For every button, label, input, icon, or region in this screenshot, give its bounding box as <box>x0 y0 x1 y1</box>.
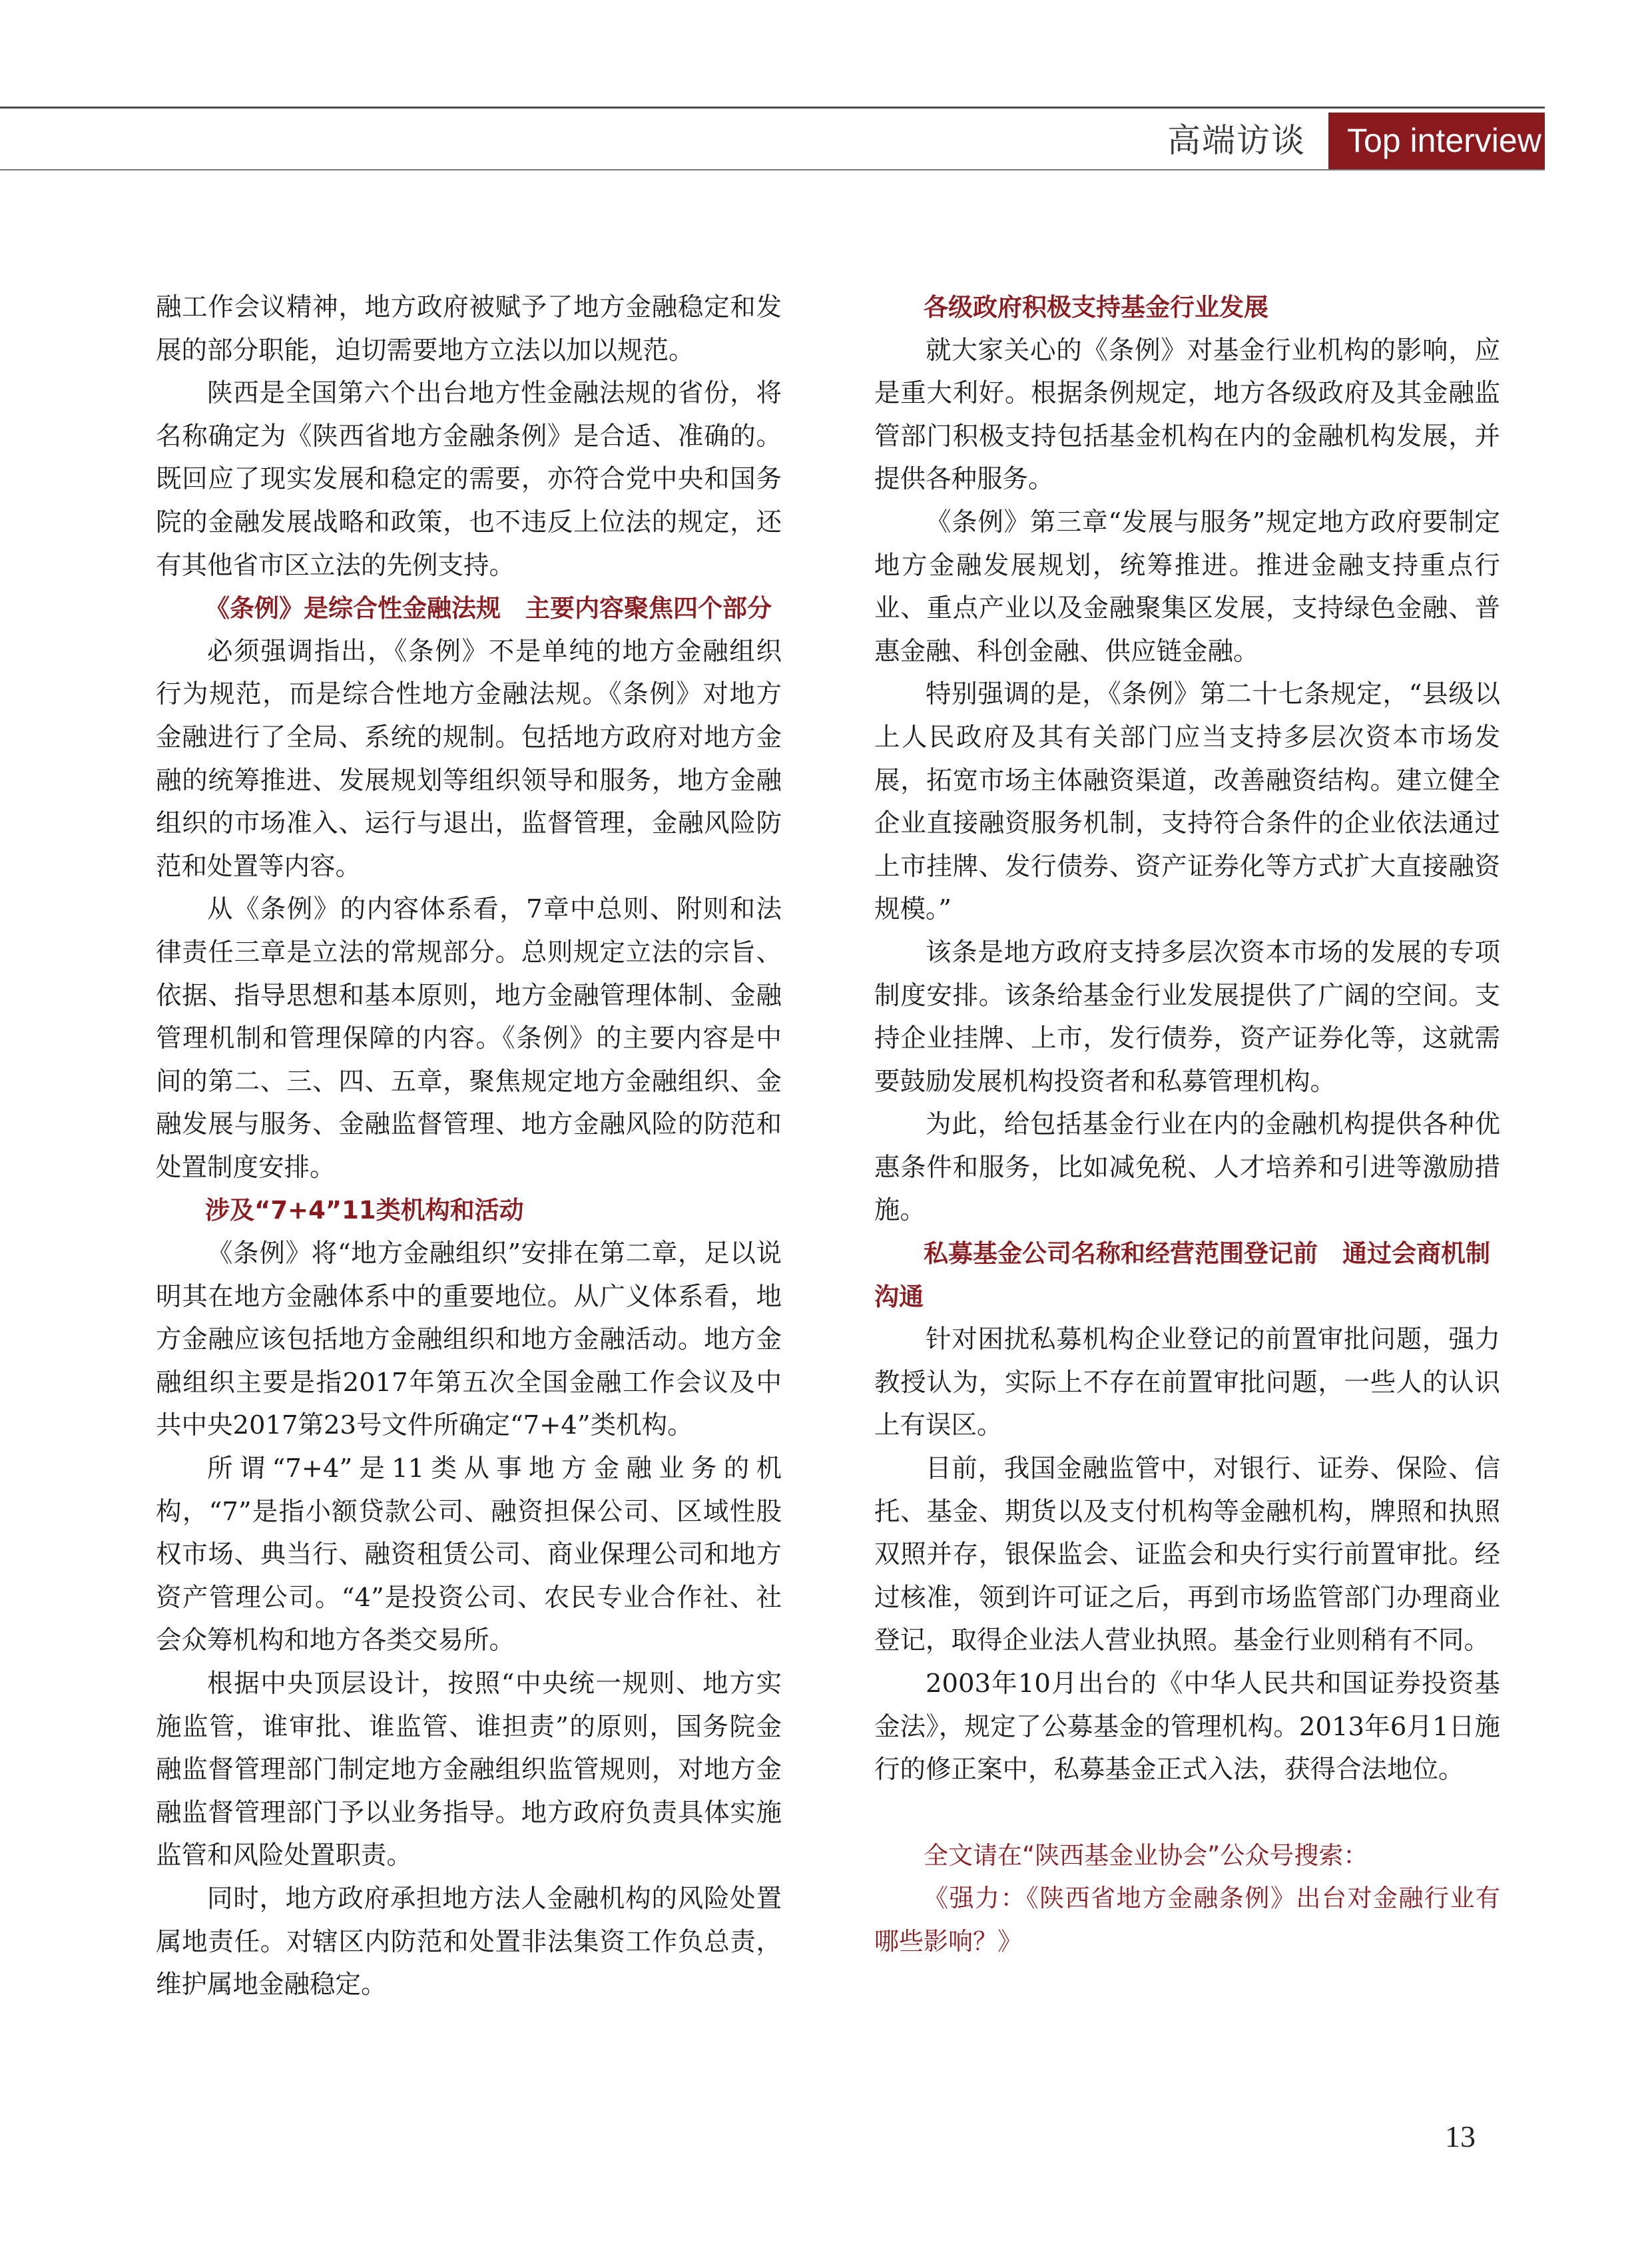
paragraph: 就大家关心的《条例》对基金行业机构的影响，应是重大利好。根据条例规定，地方各级政府及其金融监管部门积极支持包括基金机构在内的金融机构发展，并提供各种服务。 <box>874 335 1500 495</box>
search-note: 全文请在“陕西基金业协会”公众号搜索： <box>924 1840 1368 1870</box>
right-column <box>874 286 1500 1964</box>
left-column <box>156 286 782 2007</box>
page-number: 13 <box>1445 2119 1476 2153</box>
header-bottom-rule <box>0 169 1545 170</box>
paragraph: 根据中央顶层设计，按照“中央统一规则、地方实施监管，谁审批、谁监管、谁担责”的原则，国务院金融监督管理部门制定地方金融组织监管规则，对地方金融监督管理部门予以业务指导。地方政府负责具体实施监管和风险处置职责。 <box>156 1669 782 1871</box>
paragraph: 必须强调指出，《条例》不是单纯的地方金融组织行为规范，而是综合性地方金融法规。《条例》对地方金融进行了全局、系统的规制。包括地方政府对地方金融的统筹推进、发展规划等组织领导和服务，地方金融组织的市场准入、运行与退出，监督管理，金融风险防范和处置等内容。 <box>156 636 782 882</box>
section-tag-en: Top interview <box>1328 113 1545 169</box>
section-heading: 各级政府积极支持基金行业发展 <box>924 293 1268 322</box>
paragraph: 《条例》将“地方金融组织”安排在第二章，足以说明其在地方金融体系中的重要地位。从广义体系看，地方金融应该包括地方金融组织和地方金融活动。地方金融组织主要是指2017年第五次全国金融工作会议及中共中央2017第23号文件所确定“7+4”类机构。 <box>156 1239 782 1441</box>
paragraph: 同时，地方政府承担地方法人金融机构的风险处置属地责任。对辖区内防范和处置非法集资工作负总责，维护属地金融稳定。 <box>156 1883 782 2000</box>
section-heading: 私募基金公司名称和经营范围登记前 通过会商机制沟通 <box>874 1239 1490 1311</box>
paragraph: 所谓“7+4”是11类从事地方金融业务的机构，“7”是指小额贷款公司、融资担保公司、区域性股权市场、典当行、融资租赁公司、商业保理公司和地方资产管理公司。“4”是投资公司、农民专业合作社、社会众筹机构和地方各类交易所。 <box>156 1454 782 1656</box>
paragraph: 陕西是全国第六个出台地方性金融法规的省份，将名称确定为《陕西省地方金融条例》是合适、准确的。既回应了现实发展和稳定的需要，亦符合党中央和国务院的金融发展战略和政策，也不违反上位法的规定，还有其他省市区立法的先例支持。 <box>156 378 782 581</box>
paragraph: 为此，给包括基金行业在内的金融机构提供各种优惠条件和服务，比如减免税、人才培养和引进等激励措施。 <box>874 1109 1500 1226</box>
paragraph: 《条例》第三章“发展与服务”规定地方政府要制定地方金融发展规划，统筹推进。推进金融支持重点行业、重点产业以及金融聚集区发展，支持绿色金融、普惠金融、科创金融、供应链金融。 <box>874 507 1500 667</box>
section-heading: 涉及“7+4”11类机构和活动 <box>205 1196 524 1225</box>
paragraph: 针对困扰私募机构企业登记的前置审批问题，强力教授认为，实际上不存在前置审批问题，一些人的认识上有误区。 <box>874 1324 1500 1441</box>
paragraph: 2003年10月出台的《中华人民共和国证券投资基金法》，规定了公募基金的管理机构。2013年6月1日施行的修正案中，私募基金正式入法，获得合法地位。 <box>874 1669 1500 1785</box>
article-link-title[interactable]: 《强力：《陕西省地方金融条例》出台对金融行业有哪些影响？》 <box>874 1884 1500 1956</box>
paragraph: 融工作会议精神，地方政府被赋予了地方金融稳定和发展的部分职能，迫切需要地方立法以加以规范。 <box>156 292 782 366</box>
paragraph: 该条是地方政府支持多层次资本市场的发展的专项制度安排。该条给基金行业发展提供了广阔的空间。支持企业挂牌、上市，发行债券，资产证券化等，这就需要鼓励发展机构投资者和私募管理机构。 <box>874 937 1500 1097</box>
paragraph: 从《条例》的内容体系看，7章中总则、附则和法律责任三章是立法的常规部分。总则规定立法的宗旨、依据、指导思想和基本原则，地方金融管理体制、金融管理机制和管理保障的内容。《条例》的主要内容是中间的第二、三、四、五章，聚焦规定地方金融组织、金融发展与服务、金融监督管理、地方金融风险的防范和处置制度安排。 <box>156 894 782 1183</box>
section-heading: 《条例》是综合性金融法规 主要内容聚焦四个部分 <box>205 594 772 623</box>
paragraph: 目前，我国金融监管中，对银行、证券、保险、信托、基金、期货以及支付机构等金融机构，牌照和执照双照并存，银保监会、证监会和央行实行前置审批。经过核准，领到许可证之后，再到市场监管部门办理商业登记，取得企业法人营业执照。基金行业则稍有不同。 <box>874 1454 1500 1656</box>
top-rule <box>0 107 1545 109</box>
section-title-cn: 高端访谈 <box>1167 121 1306 160</box>
spacer <box>874 1792 1500 1834</box>
paragraph: 特别强调的是，《条例》第二十七条规定，“县级以上人民政府及其有关部门应当支持多层次资本市场发展，拓宽市场主体融资渠道，改善融资结构。建立健全企业直接融资服务机制，支持符合条件的企业依法通过上市挂牌、发行债券、资产证券化等方式扩大直接融资规模。” <box>874 679 1500 925</box>
